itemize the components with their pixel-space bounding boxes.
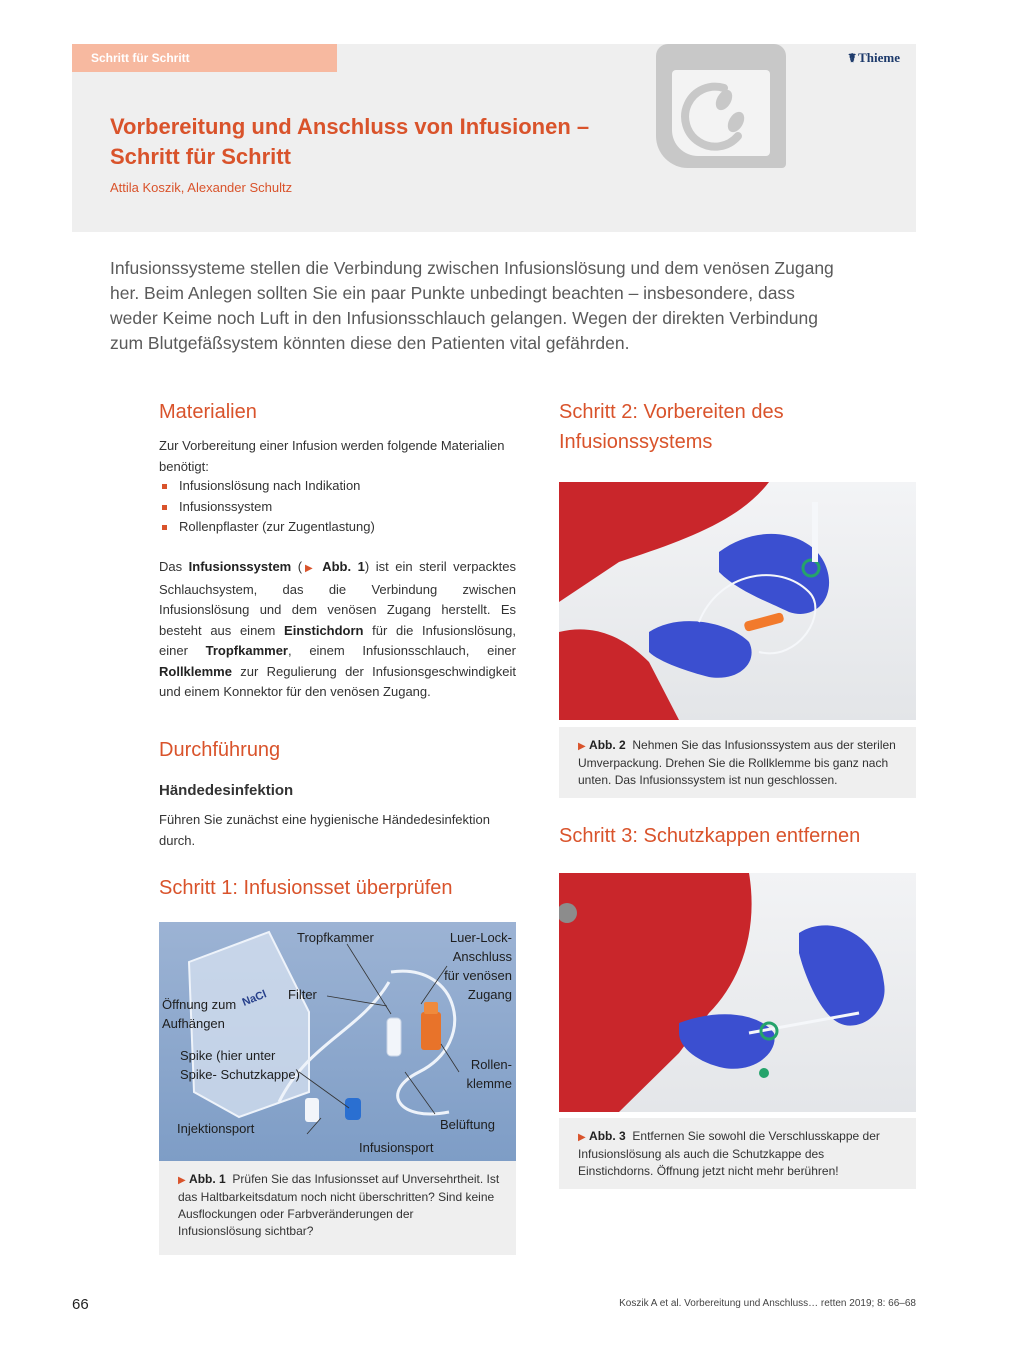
article-title: Vorbereitung und Anschluss von Infusionen – Schritt für Schritt xyxy=(110,114,590,169)
label-luer-lock: Luer-Lock- Anschluss für venösen Zugang xyxy=(444,930,512,1002)
step2-heading: Schritt 2: Vorbereiten des Infusionssystems xyxy=(559,401,784,453)
label-belueftung: Belüftung xyxy=(440,1117,495,1132)
step-logo-inner xyxy=(672,70,770,156)
label-rollenklemme: Rollen- klemme xyxy=(466,1057,512,1091)
materials-description: Das Infusionssystem (▶ Abb. 1) ist ein steril verpacktes Schlauchsystem, das die Verbindung zwischen Infusionslösung und dem venösen Zugang herstellt. Es besteht aus einem Einstichdorn für die Infusionslösung, einer Tropfkammer, einem Infusionsschlauch, einer Rollklemme zur Regulierung der Infusionsgeschwindigkeit und einem Konnektor für den venösen Zugang. xyxy=(159,559,516,699)
label-spike: Spike (hier unter Spike- Schutzkappe) xyxy=(180,1048,300,1082)
caption-arrow-icon: ▶ xyxy=(578,1132,586,1143)
figure-3-caption: ▶ Abb. 3 Entfernen Sie sowohl die Verschlusskappe der Infusionslösung als auch die Schutzkappe des Einstichdorns. Öffnung jetzt nicht mehr berühren! xyxy=(559,1118,916,1189)
gloved-hands-illustration xyxy=(559,873,916,1112)
section-tab: Schritt für Schritt xyxy=(72,44,337,72)
hand-disinfection-heading: Händedesinfektion xyxy=(159,782,294,799)
gloved-hands-illustration xyxy=(559,482,916,720)
citation-footer: Koszik A et al. Vorbereitung und Anschluss… retten 2019; 8: 66–68 xyxy=(619,1298,916,1309)
figure-1-infusion-set-photo xyxy=(159,922,516,1161)
figure-1-caption: ▶ Abb. 1 Prüfen Sie das Infusionsset auf Unversehrtheit. Ist das Haltbarkeitsdatum noch nicht überschritten? Sind keine Ausflockungen oder Farbveränderungen der Infusionslösung sichtbar? xyxy=(159,1161,516,1255)
label-injektionsport: Injektionsport xyxy=(177,1121,255,1136)
article-authors: Attila Koszik, Alexander Schultz xyxy=(110,180,293,195)
publisher-logo: ☤ Thieme xyxy=(848,50,900,65)
figure-2-photo xyxy=(559,482,916,720)
bag-label: NaCl xyxy=(240,988,269,1009)
reference-arrow-icon: ▶ xyxy=(302,563,316,574)
page-number: 66 xyxy=(72,1296,89,1313)
footprints-icon xyxy=(672,70,770,156)
materials-intro: Zur Vorbereitung einer Infusion werden folgende Materialien benötigt: xyxy=(159,438,505,474)
list-item: Infusionssystem xyxy=(159,497,516,518)
caption-arrow-icon: ▶ xyxy=(578,741,586,752)
materials-list xyxy=(159,476,516,538)
step1-heading: Schritt 1: Infusionsset überprüfen xyxy=(159,877,453,899)
caption-arrow-icon: ▶ xyxy=(178,1175,186,1186)
hand-disinfection-text: Führen Sie zunächst eine hygienische Händedesinfektion durch. xyxy=(159,812,490,848)
list-item: Rollenpflaster (zur Zugentlastung) xyxy=(159,517,516,538)
step3-heading: Schritt 3: Schutzkappen entfernen xyxy=(559,825,861,847)
procedure-heading: Durchführung xyxy=(159,739,281,761)
label-filter: Filter xyxy=(288,987,317,1002)
header-strip xyxy=(337,44,916,72)
figure-2-caption: ▶ Abb. 2 Nehmen Sie das Infusionssystem aus der sterilen Umverpackung. Drehen Sie die Rollklemme bis ganz nach unten. Das Infusionssystem ist nun geschlossen. xyxy=(559,727,916,798)
thieme-logo-icon: ☤ xyxy=(848,51,857,65)
label-tropfkammer: Tropfkammer xyxy=(297,930,374,945)
materials-heading: Materialien xyxy=(159,401,257,423)
label-oeffnung: Öffnung zum Aufhängen xyxy=(162,997,237,1031)
lead-paragraph: Infusionssysteme stellen die Verbindung zwischen Infusionslösung und dem venösen Zugang her. Beim Anlegen sollten Sie ein paar Punkte unbedingt beachten – insbesondere, dass weder Keime noch Luft in den Infusionsschlauch gelangen. Wegen der direkten Verbindung zum Blutgefäßsystem könnten diese den Patienten vital gefährden. xyxy=(110,258,834,353)
list-item: Infusionslösung nach Indikation xyxy=(159,476,516,497)
figure-reference[interactable]: Abb. 1 xyxy=(322,559,365,574)
figure-3-photo xyxy=(559,873,916,1112)
label-infusionsport: Infusionsport xyxy=(359,1140,434,1155)
